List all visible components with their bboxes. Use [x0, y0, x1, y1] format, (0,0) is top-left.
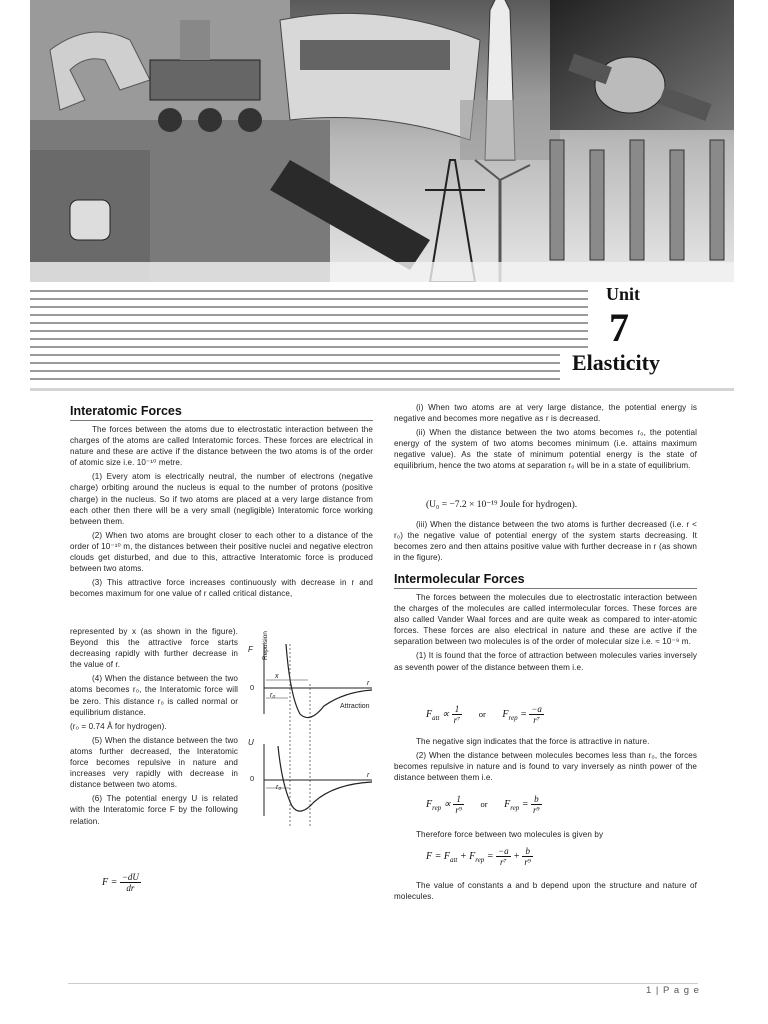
label-attraction: Attraction — [340, 703, 370, 710]
eq-operator: = — [521, 798, 529, 810]
paragraph: The negative sign indicates that the force is attractive in nature. — [416, 737, 650, 746]
numerator: b — [522, 846, 533, 857]
potential-energy-body-2 — [394, 519, 697, 566]
stripe — [30, 362, 560, 364]
paragraph: (3) This attractive force increases continuously with decrease in r and becomes maximum for one value of r called critical distance, — [70, 578, 373, 599]
fraction — [452, 704, 463, 725]
equation-net-force — [426, 846, 533, 867]
heading-rule — [394, 588, 697, 589]
denominator: r⁹ — [524, 857, 532, 867]
paragraph: (2) When the distance between molecules becomes less than r₀, the forces becomes repulsive in nature and is found to vary inversely as ninth power of the distance between them i.e. — [394, 751, 697, 783]
eq-lhs: F = — [102, 876, 120, 888]
stripe — [30, 298, 588, 300]
equation-u0: (U₀ = −7.2 × 10⁻¹⁹ Joule for hydrogen). — [426, 500, 578, 510]
numerator: −a — [498, 846, 509, 856]
fraction — [522, 846, 533, 867]
fraction — [531, 794, 542, 815]
unit-number: 7 — [609, 305, 629, 350]
label-r-1: r — [367, 680, 370, 687]
paragraph: (6) The potential energy U is related with the Interatomic force F by the following relation. — [70, 794, 238, 826]
eq-operator: ∝ — [442, 708, 450, 720]
unit-label: Unit — [606, 284, 641, 304]
eq-subscript: rep — [508, 713, 518, 722]
numerator: 1 — [452, 704, 463, 715]
eq-or: or — [478, 708, 486, 719]
eq-lhs: F = F — [426, 850, 450, 862]
stripe — [30, 388, 734, 391]
eq-symbol: F — [504, 798, 511, 810]
intermolecular-body-2 — [394, 736, 697, 786]
numerator: −dU — [121, 872, 139, 882]
chapter-banner-collage — [30, 0, 734, 282]
intermolecular-body-4 — [394, 880, 697, 905]
stripe — [30, 306, 588, 308]
potential-curve — [278, 746, 372, 811]
label-x: x — [275, 673, 279, 680]
fraction — [453, 794, 464, 815]
paragraph: (r₀ = 0.74 Å for hydrogen). — [70, 721, 167, 731]
equation-attraction — [426, 704, 544, 725]
numerator: −a — [531, 704, 542, 714]
footer-rule — [68, 983, 698, 984]
denominator: r⁹ — [533, 805, 540, 815]
eq-subscript: rep — [510, 803, 520, 812]
stripe — [30, 378, 560, 380]
paragraph: The value of constants a and b depend upon the structure and nature of molecules. — [394, 881, 697, 902]
eq-operator: ∝ — [443, 798, 451, 810]
label-origin-2: 0 — [250, 774, 255, 783]
eq-operator: = — [484, 850, 497, 862]
eq-subscript: att — [432, 713, 440, 722]
paragraph: The forces between the molecules due to electrostatic interaction between the charges of the molecules are called intermolecular forces. These forces are also called Vander Waal forces and are quite weak as compared to inter-atomic forces. These forces are also electrical in nature and these are active if the separation between two molecules is of the order of molecular size i.e. ≈ 10⁻⁹ m. — [394, 593, 697, 647]
numerator: 1 — [453, 794, 464, 805]
eq-symbol: F — [502, 708, 509, 720]
interatomic-body-narrow — [70, 626, 238, 830]
stripe — [30, 330, 588, 332]
paragraph: Therefore force between two molecules is given by — [416, 830, 604, 839]
equation-repulsion — [426, 794, 542, 815]
denominator: r⁷ — [500, 857, 507, 867]
interatomic-force-figure — [244, 636, 384, 836]
stripe — [30, 370, 560, 372]
intermolecular-body — [394, 592, 697, 676]
eq-symbol: F — [426, 708, 433, 720]
potential-energy-body — [394, 402, 697, 475]
paragraph: (4) When the distance between the two atoms becomes r₀, the Interatomic force will be zero. This distance r₀ is called normal or equilibrium distance. — [70, 674, 238, 717]
label-r-2: r — [367, 772, 370, 779]
stripe — [30, 346, 588, 348]
label-repulsion: Repulsion — [262, 631, 269, 660]
chapter-title: Elasticity — [572, 350, 660, 375]
stripe — [30, 290, 588, 292]
eq-operator: + — [513, 850, 520, 862]
paragraph: (1) Every atom is electrically neutral, the number of electrons (negative charge) orbiting around the nucleus is equal to the number of protons (positive charge) in the nucleus. So if two atoms are placed at a very large distance from each other then there will be a very small (negligible) Interatomic force working between them. — [70, 472, 373, 526]
paragraph: (2) When two atoms are brought closer to each other to a distance of the order of 10⁻¹⁰ m, the distances between their positive nuclei and negative electron clouds get disturbed, and due to this, attractive Interatomic force is produced between two atoms. — [70, 530, 373, 574]
eq-operator: = — [520, 708, 527, 720]
eq-subscript: att — [449, 855, 458, 864]
label-r0-1: r₀ — [270, 692, 276, 699]
denominator: dr — [126, 883, 135, 893]
label-r0-2: r₀ — [276, 784, 282, 791]
paragraph: (5) When the distance between the two atoms further decreased, the Interatomic force becomes repulsive in nature and increases very rapidly with decrease in distance between two atoms. — [70, 735, 238, 790]
denominator: r⁷ — [533, 715, 540, 725]
paragraph: (i) When two atoms are at very large distance, the potential energy is negative and becomes more negative as r is decreased. — [394, 403, 697, 424]
stripe — [30, 338, 588, 340]
eq-symbol: F — [426, 798, 433, 810]
denominator: r⁷ — [453, 715, 461, 725]
eq-subscript: rep — [432, 803, 442, 812]
fraction — [120, 872, 141, 893]
paragraph: (1) It is found that the force of attraction between molecules varies inversely as seventh power of the distance between them i.e. — [394, 651, 697, 672]
stripe — [30, 322, 588, 324]
stripe — [30, 354, 560, 356]
numerator: b — [531, 794, 542, 805]
label-u: U — [248, 738, 254, 747]
stripe — [30, 314, 588, 316]
page-number: 1 | P a g e — [646, 985, 700, 996]
interatomic-heading: Interatomic Forces — [70, 404, 182, 418]
label-f: F — [248, 645, 253, 654]
intermolecular-heading: Intermolecular Forces — [394, 572, 525, 586]
fraction — [496, 846, 511, 867]
heading-rule — [70, 420, 373, 421]
interatomic-body — [70, 424, 373, 602]
paragraph: The forces between the atoms due to electrostatic interaction between the charges of the atoms are called Interatomic forces. These forces are electrical in nature and these are active if the distance between the two atoms is of the order of atomic size i.e. 10⁻¹⁰ metre. — [70, 425, 373, 468]
label-origin-1: 0 — [250, 683, 255, 692]
fraction — [529, 704, 544, 725]
eq-or: or — [480, 798, 488, 809]
paragraph: represented by x (as shown in the figure). Beyond this the attractive force starts decreasing rapidly with further decrease in the value of r. — [70, 627, 238, 670]
denominator: r⁹ — [455, 805, 462, 815]
paragraph: (ii) When the distance between the two atoms becomes r₀, the potential energy of the system of two atoms becomes minimum (i.e. attains maximum negative value). As the state of minimum potential energy is the state of equilibrium, hence the two atoms at separation r₀ will be in a state of equilibrium. — [394, 428, 697, 471]
equation-force-potential — [102, 872, 141, 893]
eq-plus: + F — [457, 850, 476, 862]
intermolecular-body-3 — [394, 829, 697, 843]
paragraph: (iii) When the distance between the two atoms is further decreased (i.e. r < r₀) the negative value of potential energy of the system starts decreasing. It becomes zero and then attains positive value with further decrease in r (as shown in the figure). — [394, 520, 697, 563]
eq-subscript: rep — [475, 855, 485, 864]
